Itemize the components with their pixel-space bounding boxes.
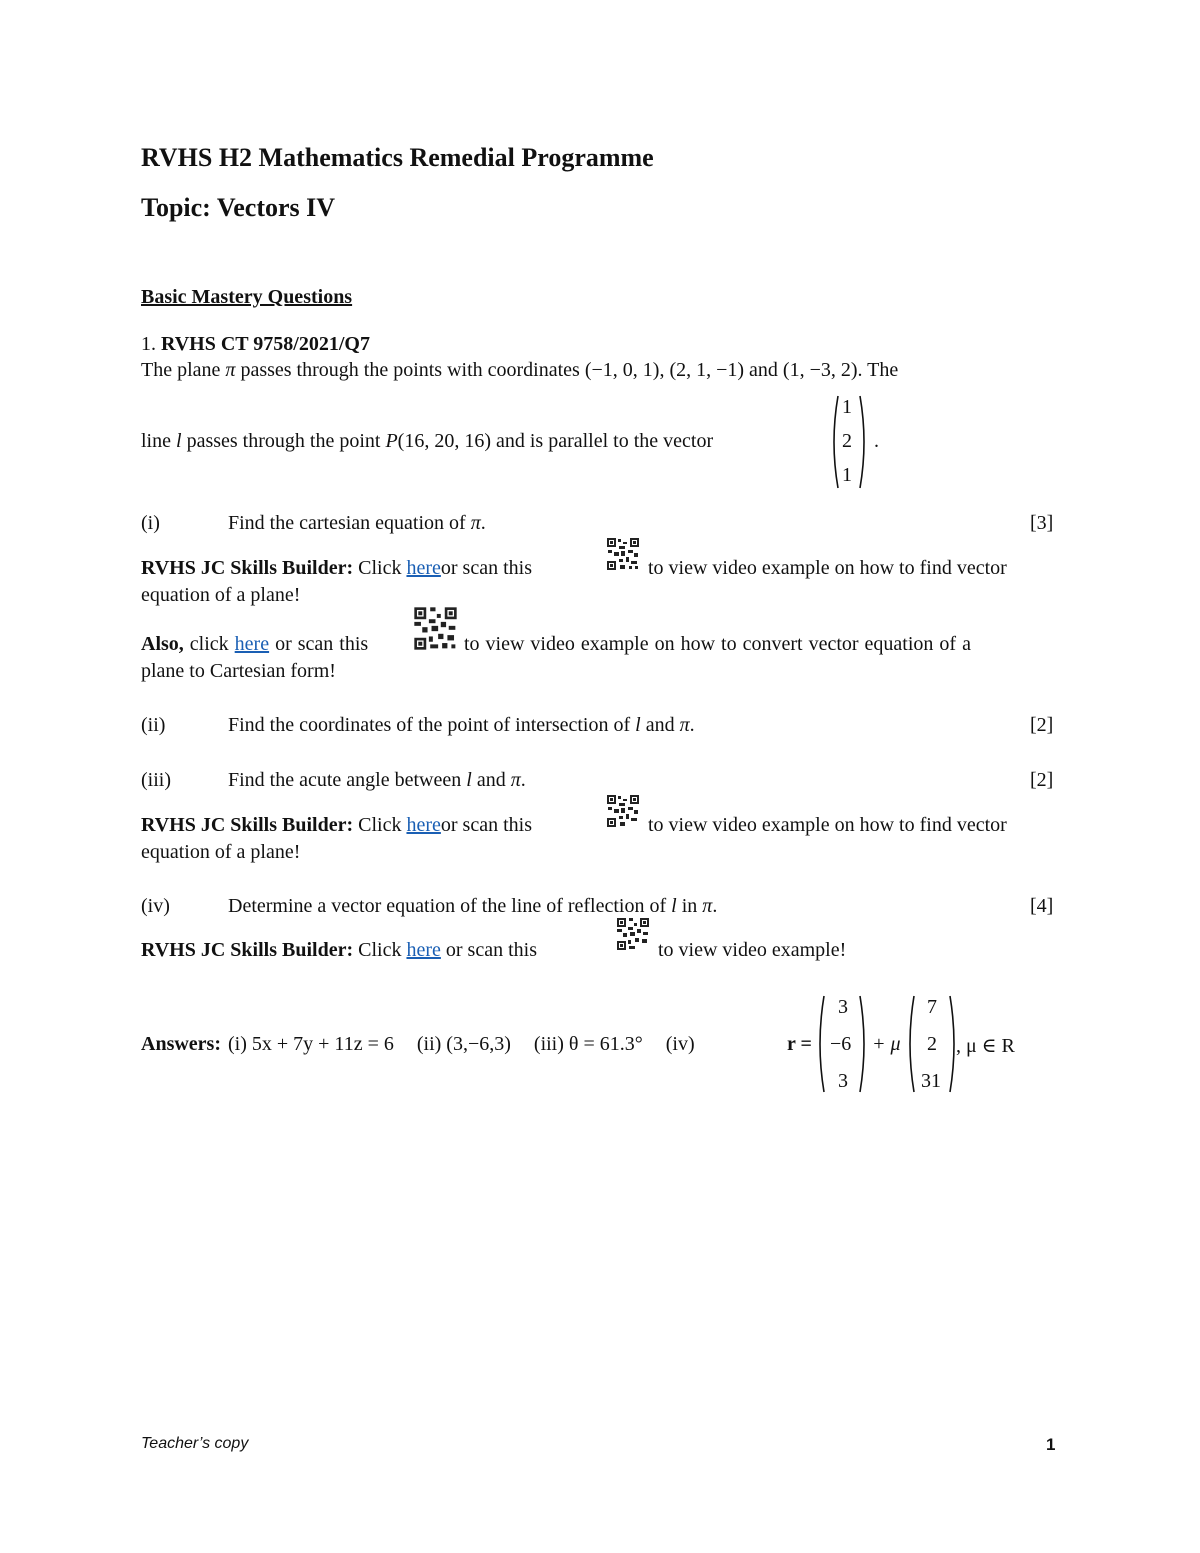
right-paren: [860, 996, 864, 1092]
skills-text: or scan this: [440, 557, 532, 579]
stem-text: line: [141, 430, 171, 452]
skills-text: click: [189, 633, 229, 655]
footer-label: Teacher’s copy: [141, 1435, 249, 1452]
part-end: .: [712, 895, 718, 917]
part-question: Find the acute angle between: [228, 769, 462, 791]
skills-text: to view video example on how to find vector: [648, 814, 1007, 836]
qr-code-icon[interactable]: [616, 917, 650, 951]
video-link[interactable]: here: [406, 557, 441, 579]
part-question: and: [476, 769, 506, 791]
stem-text: and is parallel to the vector: [495, 430, 714, 452]
question-stem-line2: [141, 430, 713, 453]
part-question: in: [681, 895, 698, 917]
point-coords: (16, 20, 16): [397, 430, 491, 452]
stem-text: . The: [857, 359, 899, 381]
part-label: (iii): [141, 769, 171, 791]
marks: [4]: [1030, 895, 1054, 917]
vector-entry: 1: [842, 464, 852, 486]
right-paren: [950, 996, 954, 1092]
qr-code-icon[interactable]: [606, 794, 640, 828]
stem-text: .: [874, 430, 879, 452]
left-paren: [820, 996, 824, 1092]
pi-symbol: π: [510, 769, 521, 791]
question-number: 1.: [141, 333, 156, 355]
vector-entry: 3: [838, 996, 848, 1018]
skills-text: equation of a plane!: [141, 584, 301, 606]
question-heading: [141, 333, 370, 356]
skills-builder-2: [141, 814, 532, 837]
answer-iv-label: (iv): [665, 1033, 695, 1055]
skills-text: or scan this: [445, 939, 537, 961]
plus-mu: + μ: [872, 1033, 901, 1055]
skills-text: Click: [358, 557, 402, 579]
vector-entry: 7: [927, 996, 937, 1018]
part-label: (i): [141, 512, 160, 534]
marks: [2]: [1030, 714, 1054, 736]
marks: [2]: [1030, 769, 1054, 791]
vector-entry: 1: [842, 396, 852, 418]
part-text: [228, 769, 526, 792]
page-number: 1: [1046, 1435, 1056, 1454]
part-text: [228, 512, 486, 535]
left-paren: [834, 396, 838, 488]
part-question: Find the cartesian equation of: [228, 512, 466, 534]
stem-text: passes through the point: [186, 430, 381, 452]
skills-text: or scan this: [440, 814, 532, 836]
skills-text: Click: [358, 939, 402, 961]
l-symbol: l: [176, 430, 182, 452]
skills-label: RVHS JC Skills Builder:: [141, 814, 354, 836]
document-title: RVHS H2 Mathematics Remedial Programme: [141, 143, 654, 172]
stem-text: passes through the points with coordinates: [240, 359, 580, 381]
vector-entry: 3: [838, 1070, 848, 1092]
answer-iii: (iii) θ = 61.3°: [533, 1033, 643, 1055]
skills-text: to view video example on how to find vector: [648, 557, 1007, 579]
pi-symbol: π: [679, 714, 690, 736]
skills-text: plane to Cartesian form!: [141, 660, 336, 682]
pi-symbol: π: [225, 359, 236, 381]
video-link[interactable]: here: [234, 633, 270, 655]
part-text: [228, 714, 695, 737]
skills-text: equation of a plane!: [141, 841, 301, 863]
vector-entry: 31: [921, 1070, 941, 1092]
answer-suffix: , μ ∈ R: [956, 1035, 1015, 1057]
question-source: RVHS CT 9758/2021/Q7: [161, 333, 370, 355]
part-text: [228, 895, 717, 918]
l-symbol: l: [671, 895, 677, 917]
vector-entry: −6: [830, 1033, 852, 1055]
l-symbol: l: [466, 769, 472, 791]
qr-code-icon[interactable]: [413, 606, 458, 651]
part-end: .: [689, 714, 695, 736]
part-label: (ii): [141, 714, 166, 736]
vector-entry: 2: [842, 430, 852, 452]
skills-text: to view video example on how to convert vector equation of a: [464, 633, 971, 655]
part-question: Find the coordinates of the point of intersection of: [228, 714, 631, 736]
video-link[interactable]: here: [406, 939, 441, 961]
part-end: .: [520, 769, 526, 791]
section-title: Basic Mastery Questions: [141, 286, 353, 308]
marks: [3]: [1030, 512, 1054, 534]
part-question: Determine a vector equation of the line of reflection of: [228, 895, 667, 917]
skills-text: or scan this: [275, 633, 369, 655]
answer-ii: (ii) (3,−6,3): [416, 1033, 511, 1055]
skills-label: RVHS JC Skills Builder:: [141, 557, 354, 579]
skills-text: Click: [358, 814, 402, 836]
topic-title: Topic: Vectors IV: [141, 193, 336, 222]
video-link[interactable]: here: [406, 814, 441, 836]
vector-entry: 2: [927, 1033, 937, 1055]
also-label: Also,: [141, 633, 184, 655]
answer-r: r =: [787, 1033, 812, 1055]
skills-builder-1: [141, 557, 532, 580]
answer-i: (i) 5x + 7y + 11z = 6: [228, 1033, 394, 1055]
qr-code-icon[interactable]: [606, 537, 640, 571]
skills-builder-3: [141, 939, 537, 962]
pi-symbol: π: [470, 512, 481, 534]
point-label: P: [385, 430, 398, 452]
part-end: .: [480, 512, 486, 534]
question-stem-line1: [141, 359, 898, 382]
right-paren: [860, 396, 864, 488]
skills-label: RVHS JC Skills Builder:: [141, 939, 354, 961]
pi-symbol: π: [702, 895, 713, 917]
left-paren: [910, 996, 914, 1092]
skills-text: to view video example!: [658, 939, 847, 961]
l-symbol: l: [635, 714, 641, 736]
part-question: and: [645, 714, 675, 736]
answers-label: Answers:: [141, 1033, 221, 1055]
also-line: [141, 633, 368, 656]
part-label: (iv): [141, 895, 170, 917]
answers-line: [141, 1033, 695, 1056]
stem-text: The plane: [141, 359, 221, 381]
points-list: (−1, 0, 1), (2, 1, −1) and (1, −3, 2): [584, 359, 858, 381]
